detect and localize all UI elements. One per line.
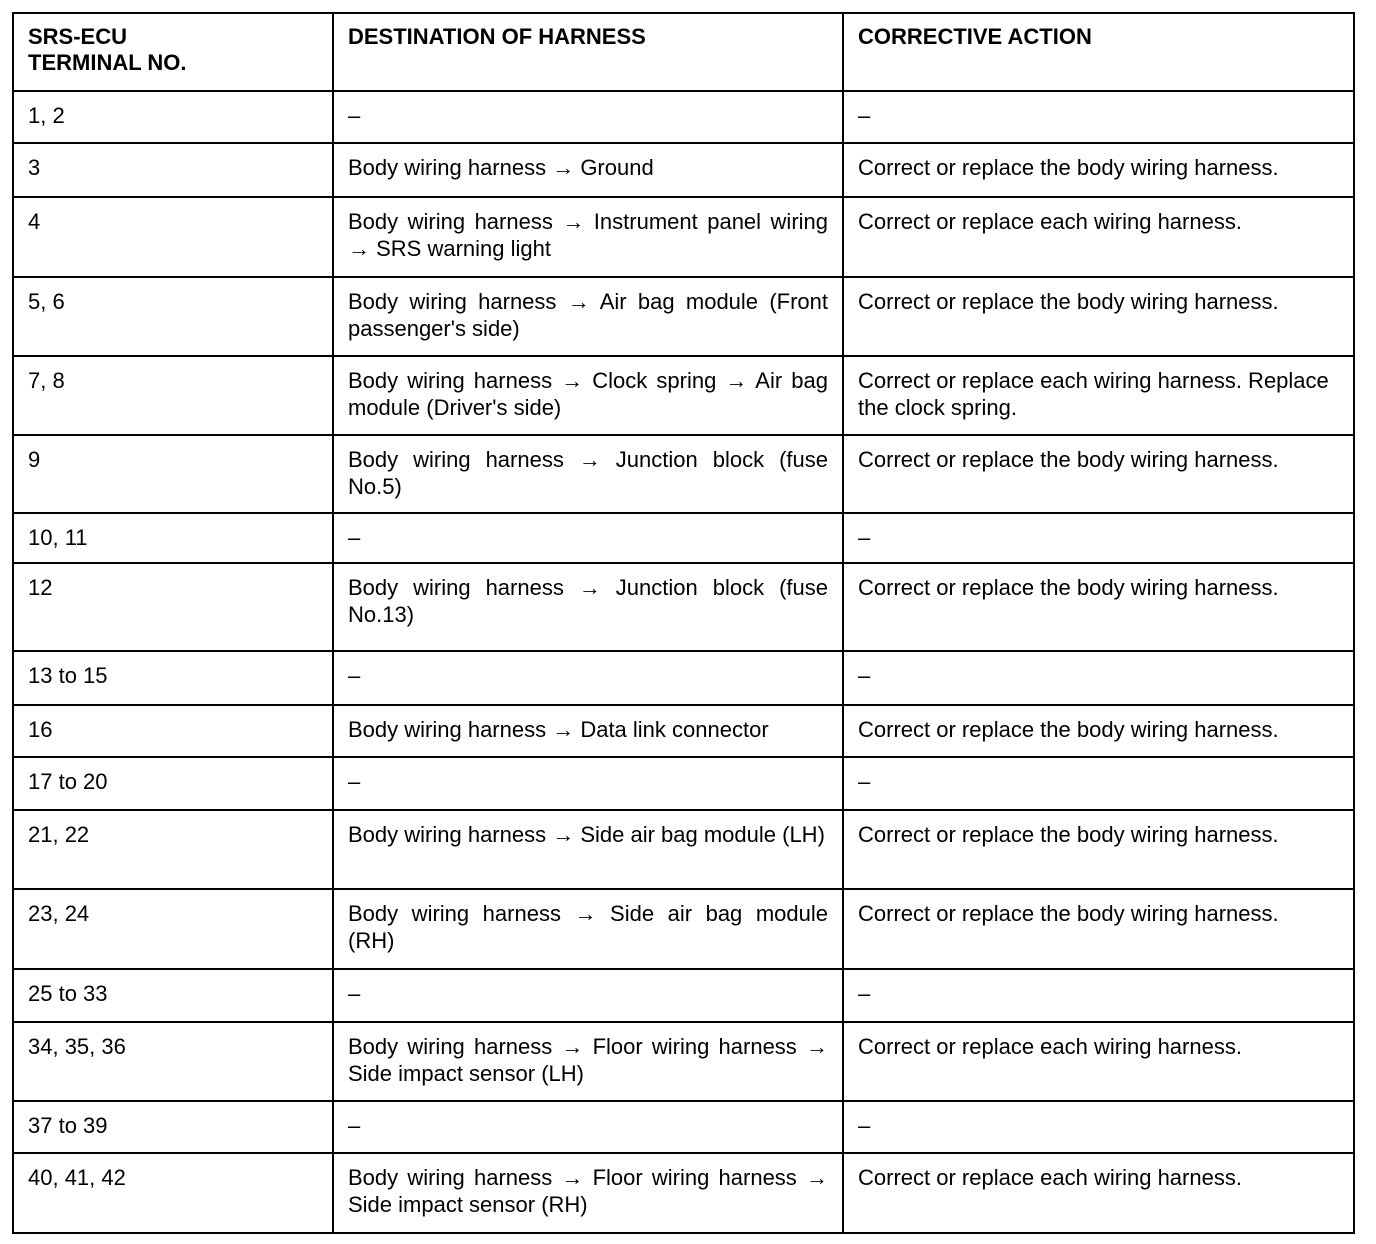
destination-cell: Body wiring harness → Side air bag module (LH) <box>333 810 843 889</box>
table-body <box>13 91 1354 1233</box>
destination-cell: Body wiring harness → Data link connector <box>333 705 843 757</box>
action-cell: Correct or replace the body wiring harness. <box>843 810 1354 889</box>
terminal-cell: 34, 35, 36 <box>13 1022 333 1101</box>
table-row <box>13 197 1354 277</box>
destination-cell: – <box>333 651 843 705</box>
action-cell: Correct or replace the body wiring harness. <box>843 143 1354 197</box>
table-row <box>13 889 1354 969</box>
action-cell: – <box>843 513 1354 563</box>
destination-cell: Body wiring harness → Side air bag module (RH) <box>333 889 843 969</box>
terminal-cell: 21, 22 <box>13 810 333 889</box>
action-cell: Correct or replace the body wiring harness. <box>843 435 1354 513</box>
action-cell: Correct or replace each wiring harness. <box>843 1153 1354 1233</box>
action-cell: – <box>843 969 1354 1022</box>
table-row <box>13 969 1354 1022</box>
action-cell: Correct or replace the body wiring harness. <box>843 705 1354 757</box>
terminal-cell: 7, 8 <box>13 356 333 435</box>
terminal-cell: 23, 24 <box>13 889 333 969</box>
table-row <box>13 356 1354 435</box>
destination-cell: Body wiring harness → Ground <box>333 143 843 197</box>
destination-cell: Body wiring harness → Junction block (fuse No.13) <box>333 563 843 651</box>
action-cell: Correct or replace each wiring harness. Replace the clock spring. <box>843 356 1354 435</box>
terminal-cell: 9 <box>13 435 333 513</box>
table-row <box>13 143 1354 197</box>
destination-cell: – <box>333 969 843 1022</box>
destination-cell: – <box>333 757 843 810</box>
action-cell: Correct or replace the body wiring harness. <box>843 277 1354 356</box>
action-cell: Correct or replace each wiring harness. <box>843 1022 1354 1101</box>
terminal-cell: 17 to 20 <box>13 757 333 810</box>
action-cell: – <box>843 91 1354 143</box>
destination-cell: Body wiring harness → Clock spring → Air bag module (Driver's side) <box>333 356 843 435</box>
destination-cell: – <box>333 513 843 563</box>
terminal-cell: 10, 11 <box>13 513 333 563</box>
action-cell: Correct or replace the body wiring harness. <box>843 563 1354 651</box>
destination-cell: Body wiring harness → Floor wiring harness → Side impact sensor (LH) <box>333 1022 843 1101</box>
header-terminal <box>13 13 333 91</box>
table-row <box>13 1101 1354 1153</box>
destination-cell: Body wiring harness → Air bag module (Front passenger's side) <box>333 277 843 356</box>
destination-cell: – <box>333 91 843 143</box>
terminal-cell: 37 to 39 <box>13 1101 333 1153</box>
table-row <box>13 513 1354 563</box>
action-cell: – <box>843 651 1354 705</box>
header-destination: DESTINATION OF HARNESS <box>333 13 843 91</box>
action-cell: Correct or replace each wiring harness. <box>843 197 1354 277</box>
harness-table-sheet <box>12 12 1353 1234</box>
table-row <box>13 705 1354 757</box>
table-row <box>13 277 1354 356</box>
table-row <box>13 651 1354 705</box>
terminal-cell: 25 to 33 <box>13 969 333 1022</box>
terminal-cell: 3 <box>13 143 333 197</box>
table-row <box>13 435 1354 513</box>
table-row <box>13 757 1354 810</box>
action-cell: – <box>843 757 1354 810</box>
header-action: CORRECTIVE ACTION <box>843 13 1354 91</box>
destination-cell: Body wiring harness → Instrument panel wiring → SRS warning light <box>333 197 843 277</box>
header-row <box>13 13 1354 91</box>
table-row <box>13 91 1354 143</box>
terminal-cell: 1, 2 <box>13 91 333 143</box>
header-terminal-line2: TERMINAL NO. <box>28 50 187 75</box>
table-header <box>13 13 1354 91</box>
terminal-cell: 13 to 15 <box>13 651 333 705</box>
destination-cell: – <box>333 1101 843 1153</box>
terminal-cell: 4 <box>13 197 333 277</box>
terminal-cell: 40, 41, 42 <box>13 1153 333 1233</box>
terminal-cell: 12 <box>13 563 333 651</box>
action-cell: Correct or replace the body wiring harness. <box>843 889 1354 969</box>
header-terminal-line1: SRS-ECU <box>28 24 128 49</box>
table-row <box>13 1022 1354 1101</box>
terminal-cell: 16 <box>13 705 333 757</box>
table-row <box>13 563 1354 651</box>
table-row <box>13 810 1354 889</box>
action-cell: – <box>843 1101 1354 1153</box>
terminal-cell: 5, 6 <box>13 277 333 356</box>
harness-table <box>12 12 1355 1234</box>
destination-cell: Body wiring harness → Junction block (fuse No.5) <box>333 435 843 513</box>
table-row <box>13 1153 1354 1233</box>
destination-cell: Body wiring harness → Floor wiring harness → Side impact sensor (RH) <box>333 1153 843 1233</box>
